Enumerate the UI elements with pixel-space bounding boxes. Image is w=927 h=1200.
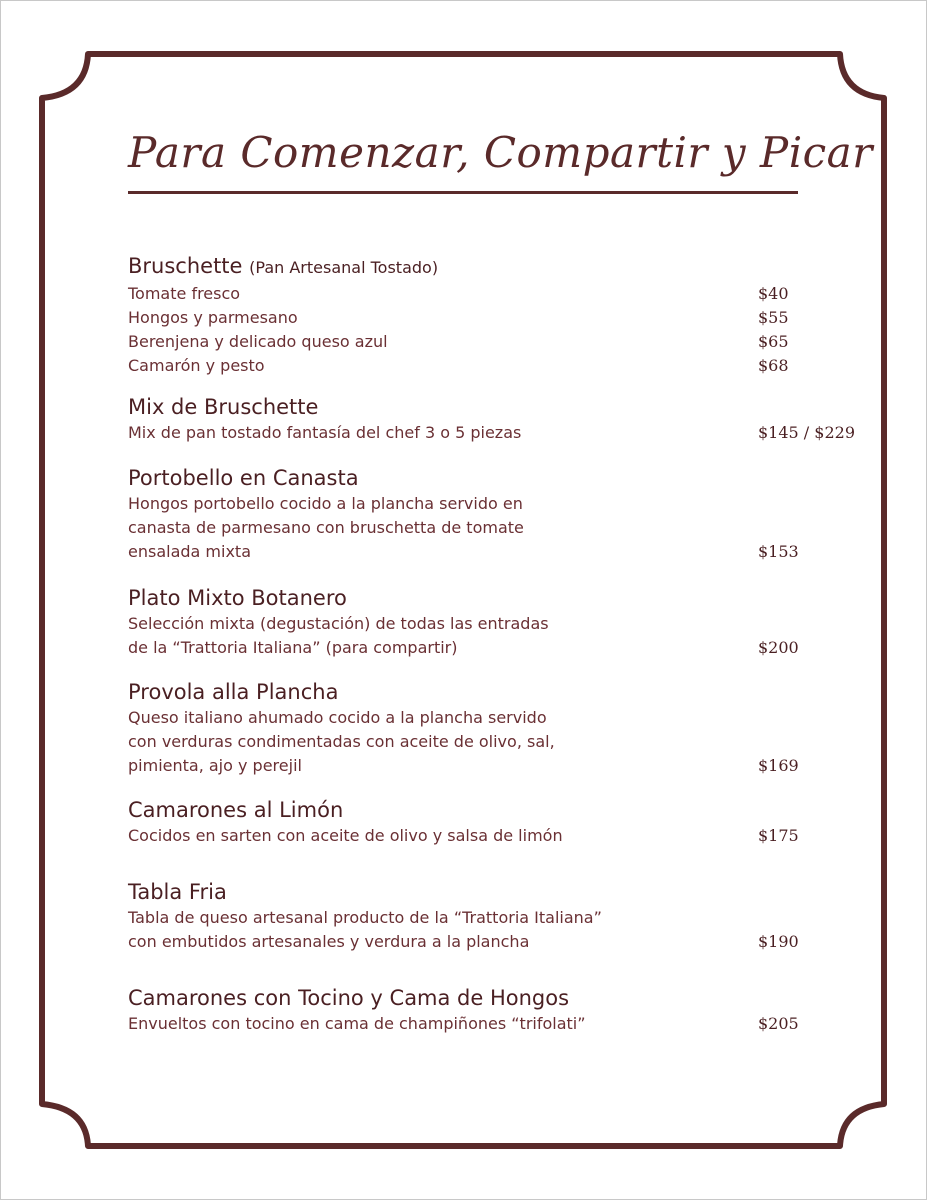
item-price: $65: [758, 332, 789, 351]
item-description: de la “Trattoria Italiana” (para compartir): [128, 638, 458, 657]
item-line: [128, 930, 868, 954]
item-description: Berenjena y delicado queso azul: [128, 332, 388, 351]
item-line: [128, 824, 868, 848]
item-description: Cocidos en sarten con aceite de olivo y salsa de limón: [128, 826, 563, 845]
menu-item-tabla-fria: [128, 878, 868, 954]
item-price: $153: [758, 542, 799, 561]
item-line: [128, 330, 868, 354]
item-description: ensalada mixta: [128, 542, 251, 561]
item-note: (Pan Artesanal Tostado): [249, 258, 439, 277]
item-name: Provola alla Plancha: [128, 680, 339, 704]
item-description: canasta de parmesano con bruschetta de tomate: [128, 518, 524, 537]
item-line: [128, 306, 868, 330]
item-description: Hongos y parmesano: [128, 308, 298, 327]
item-name-row: [128, 252, 868, 282]
item-line: [128, 706, 868, 730]
item-description: Queso italiano ahumado cocido a la plancha servido: [128, 708, 547, 727]
item-line: [128, 754, 868, 778]
item-description: Tabla de queso artesanal producto de la “Trattoria Italiana”: [128, 908, 602, 927]
item-name: Mix de Bruschette: [128, 395, 319, 419]
menu-item-provola: [128, 678, 868, 778]
menu-item-mix-bruschette: [128, 393, 868, 445]
item-description: Camarón y pesto: [128, 356, 265, 375]
item-line: [128, 354, 868, 378]
menu-item-camarones-limon: [128, 796, 868, 848]
item-line: [128, 282, 868, 306]
item-description: con verduras condimentadas con aceite de olivo, sal,: [128, 732, 555, 751]
item-price: $205: [758, 1014, 799, 1033]
title-underline: [128, 191, 798, 194]
item-line: [128, 730, 868, 754]
item-price: $68: [758, 356, 789, 375]
item-price: $145 / $229: [758, 423, 855, 442]
item-name: Camarones al Limón: [128, 798, 344, 822]
item-price: $169: [758, 756, 799, 775]
item-line: [128, 612, 868, 636]
item-line: [128, 492, 868, 516]
menu-item-portobello: [128, 464, 868, 564]
item-line: [128, 421, 868, 445]
item-description: con embutidos artesanales y verdura a la plancha: [128, 932, 530, 951]
item-price: $190: [758, 932, 799, 951]
item-line: [128, 1012, 868, 1036]
item-name: Tabla Fria: [128, 880, 227, 904]
menu-item-bruschette: [128, 252, 868, 378]
item-price: $55: [758, 308, 789, 327]
menu-item-plato-mixto: [128, 584, 868, 660]
item-price: $175: [758, 826, 799, 845]
item-name: Plato Mixto Botanero: [128, 586, 347, 610]
item-line: [128, 516, 868, 540]
item-description: Selección mixta (degustación) de todas las entradas: [128, 614, 549, 633]
item-description: Mix de pan tostado fantasía del chef 3 o 5 piezas: [128, 423, 522, 442]
item-description: Envueltos con tocino en cama de champiñones “trifolati”: [128, 1014, 586, 1033]
item-name: Camarones con Tocino y Cama de Hongos: [128, 986, 570, 1010]
menu-item-camarones-tocino: [128, 984, 868, 1036]
menu-title: Para Comenzar, Compartir y Picar: [128, 128, 873, 177]
item-description: Tomate fresco: [128, 284, 241, 303]
item-description: Hongos portobello cocido a la plancha servido en: [128, 494, 523, 513]
item-price: $40: [758, 284, 789, 303]
item-line: [128, 636, 868, 660]
item-name: Portobello en Canasta: [128, 466, 359, 490]
item-line: [128, 540, 868, 564]
item-line: [128, 906, 868, 930]
item-name: Bruschette: [128, 254, 243, 278]
item-description: pimienta, ajo y perejil: [128, 756, 302, 775]
item-price: $200: [758, 638, 799, 657]
